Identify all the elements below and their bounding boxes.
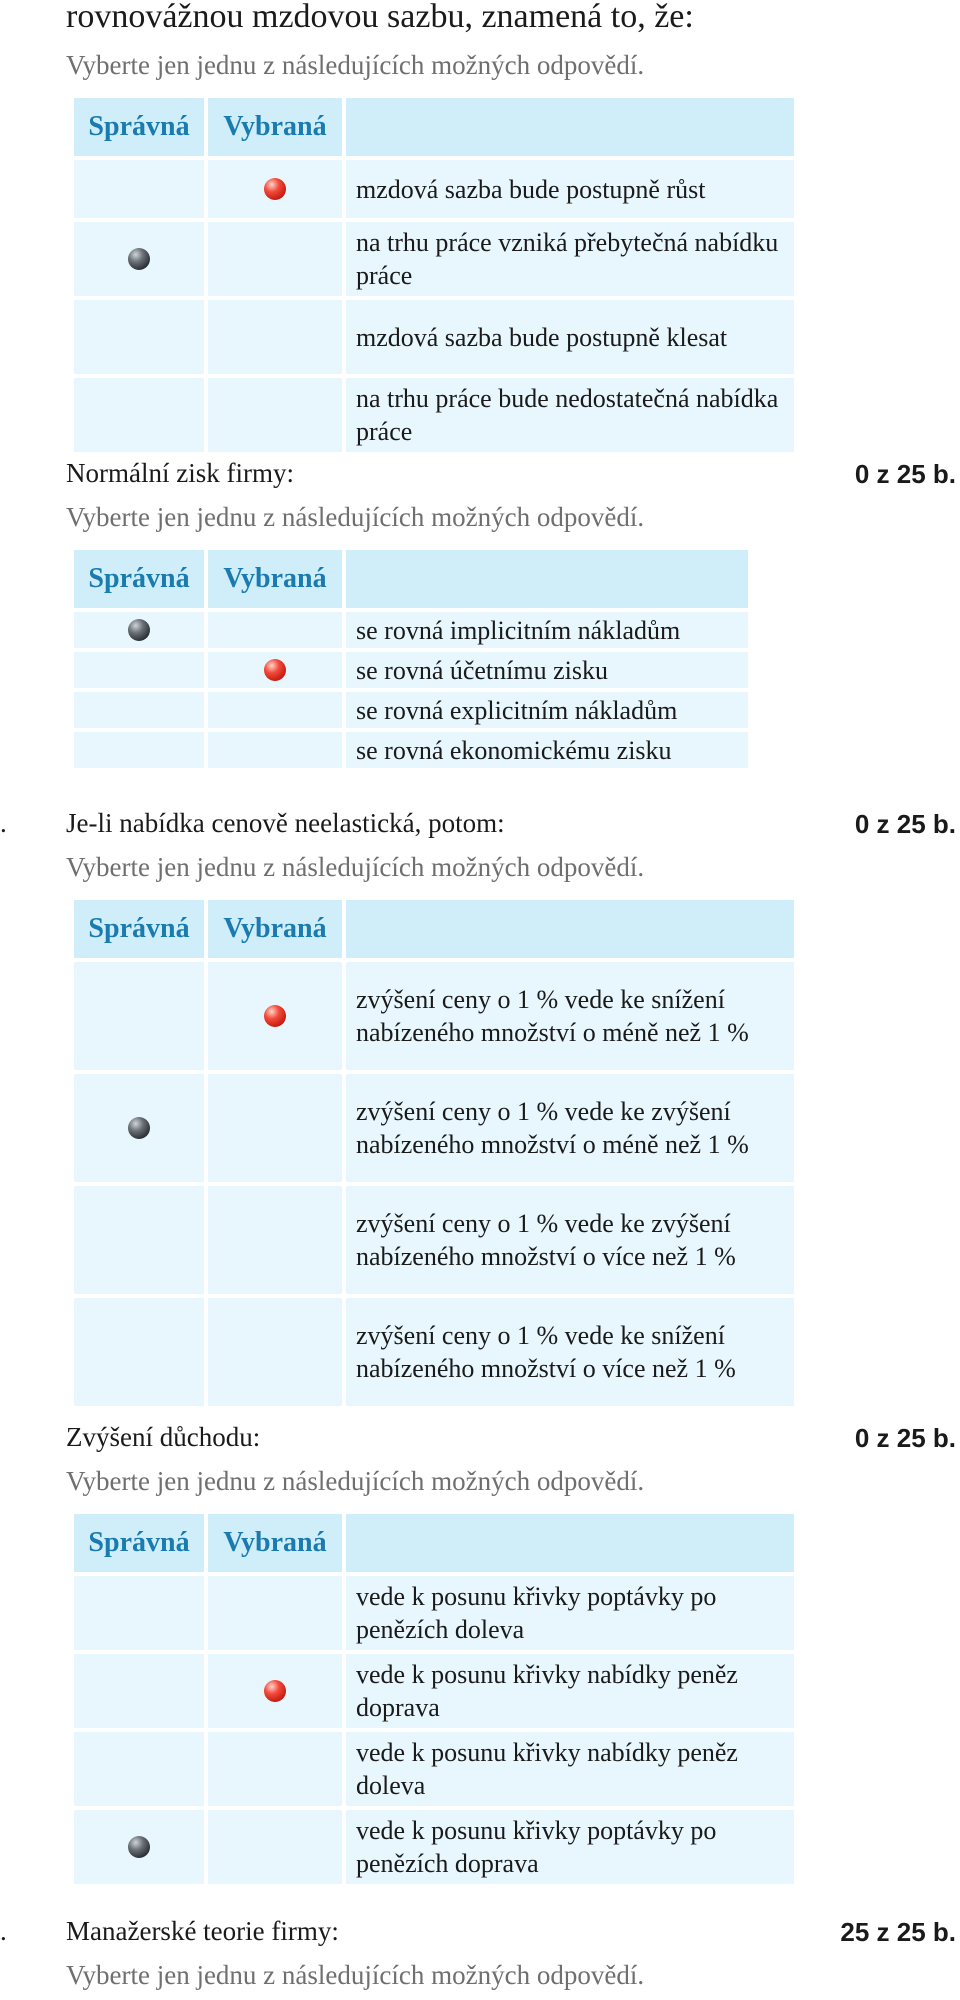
answer-row [74,378,794,452]
correct-cell [74,1186,204,1294]
answer-row [74,1654,794,1728]
answer-text: se rovná ekonomickému zisku [346,732,748,768]
question-title: Manažerské teorie firmy: [66,1916,339,1946]
correct-cell [74,1654,204,1728]
correct-cell [74,732,204,768]
question-title: Normální zisk firmy: [66,458,294,488]
selected-answer-icon [264,1005,286,1027]
correct-marker [74,248,204,270]
header-answer [346,1514,794,1572]
selected-cell [208,1074,342,1182]
header-correct: Správná [74,550,204,608]
answer-text: zvýšení ceny o 1 % vede ke snížení nabízeného množství o více než 1 % [346,1298,794,1406]
answer-text: na trhu práce vzniká přebytečná nabídku práce [346,222,794,296]
selected-cell [208,300,342,374]
correct-cell [74,160,204,218]
selected-answer-icon [264,659,286,681]
correct-answer-icon [128,1836,150,1858]
answer-row [74,1074,794,1182]
correct-cell [74,962,204,1070]
header-answer [346,550,748,608]
selected-cell [208,1810,342,1884]
selected-marker [208,659,342,681]
question-score: 0 z 25 b. [854,809,956,839]
correct-marker [74,1836,204,1858]
answer-row [74,962,794,1070]
answer-row [74,1186,794,1294]
answers-table [70,546,752,772]
selected-answer-icon [264,1680,286,1702]
answer-row [74,1298,794,1406]
answer-text: se rovná explicitním nákladům [346,692,748,728]
header-selected: Vybraná [208,550,342,608]
answers-table [70,896,798,1410]
header-selected: Vybraná [208,900,342,958]
question-instruction: Vyberte jen jednu z následujících možných odpovědí. [66,1960,645,1990]
correct-cell [74,1810,204,1884]
answer-row [74,1732,794,1806]
question-score: 0 z 25 b. [854,1423,956,1453]
answers-header-row [74,98,794,156]
question-instruction: Vyberte jen jednu z následujících možných odpovědí. [66,50,645,80]
question-instruction: Vyberte jen jednu z následujících možných odpovědí. [66,852,645,882]
correct-marker [74,619,204,641]
selected-cell [208,1298,342,1406]
answers-header-row [74,1514,794,1572]
answer-row [74,692,748,728]
answer-text: mzdová sazba bude postupně růst [346,160,794,218]
answer-text: vede k posunu křivky nabídky peněz doleva [346,1732,794,1806]
answer-text: vede k posunu křivky nabídky peněz doprava [346,1654,794,1728]
answer-text: se rovná implicitním nákladům [346,612,748,648]
question-instruction: Vyberte jen jednu z následujících možných odpovědí. [66,1466,645,1496]
answers-header-row [74,550,748,608]
answer-row [74,652,748,688]
answer-row [74,300,794,374]
answer-text: zvýšení ceny o 1 % vede ke zvýšení nabízeného množství o více než 1 % [346,1186,794,1294]
selected-answer-icon [264,178,286,200]
header-correct: Správná [74,900,204,958]
answer-text: zvýšení ceny o 1 % vede ke zvýšení nabízeného množství o méně než 1 % [346,1074,794,1182]
question-score: 25 z 25 b. [840,1917,956,1947]
correct-answer-icon [128,619,150,641]
header-selected: Vybraná [208,98,342,156]
answers-table [70,1510,798,1888]
answer-text: zvýšení ceny o 1 % vede ke snížení nabízeného množství o méně než 1 % [346,962,794,1070]
selected-cell [208,1186,342,1294]
correct-cell [74,692,204,728]
answers-header-row [74,900,794,958]
selected-cell [208,222,342,296]
header-correct: Správná [74,98,204,156]
selected-marker [208,1680,342,1702]
correct-answer-icon [128,1117,150,1139]
correct-cell [74,1298,204,1406]
correct-cell [74,612,204,648]
answer-row [74,160,794,218]
correct-cell [74,300,204,374]
correct-cell [74,1074,204,1182]
answers-table [70,94,798,456]
selected-cell [208,160,342,218]
answer-text: vede k posunu křivky poptávky po penězích doprava [346,1810,794,1884]
selected-marker [208,1005,342,1027]
answer-row [74,732,748,768]
answer-row [74,222,794,296]
correct-cell [74,652,204,688]
header-selected: Vybraná [208,1514,342,1572]
selected-cell [208,378,342,452]
question-title: Je-li nabídka cenově neelastická, potom: [66,808,505,838]
selected-cell [208,1732,342,1806]
question-title: rovnovážnou mzdovou sazbu, znamená to, že: [66,0,694,35]
answer-text: na trhu práce bude nedostatečná nabídka práce [346,378,794,452]
answer-text: mzdová sazba bude postupně klesat [346,300,794,374]
header-answer [346,900,794,958]
selected-cell [208,962,342,1070]
correct-marker [74,1117,204,1139]
selected-cell [208,1576,342,1650]
question-prefix: . [0,1916,7,1946]
answer-text: vede k posunu křivky poptávky po penězích doleva [346,1576,794,1650]
correct-cell [74,1576,204,1650]
question-title: Zvýšení důchodu: [66,1422,261,1452]
answer-text: se rovná účetnímu zisku [346,652,748,688]
correct-cell [74,1732,204,1806]
selected-cell [208,692,342,728]
selected-marker [208,178,342,200]
question-prefix: . [0,808,7,838]
question-score: 0 z 25 b. [854,459,956,489]
selected-cell [208,1654,342,1728]
selected-cell [208,612,342,648]
answer-row [74,612,748,648]
header-answer [346,98,794,156]
answer-row [74,1810,794,1884]
selected-cell [208,652,342,688]
correct-cell [74,222,204,296]
correct-answer-icon [128,248,150,270]
correct-cell [74,378,204,452]
header-correct: Správná [74,1514,204,1572]
question-instruction: Vyberte jen jednu z následujících možných odpovědí. [66,502,645,532]
answer-row [74,1576,794,1650]
selected-cell [208,732,342,768]
